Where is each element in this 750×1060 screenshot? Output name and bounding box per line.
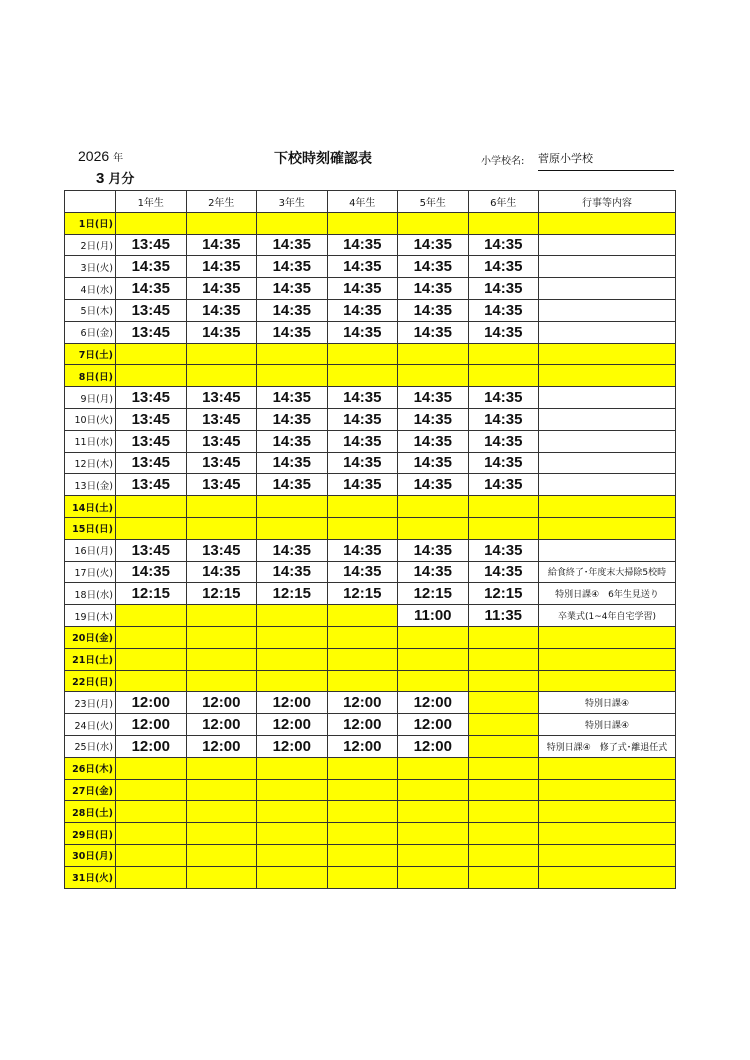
time-cell-grade-3 (257, 365, 328, 387)
time-cell-grade-2: 14:35 (186, 321, 257, 343)
header-grade-1: 1年生 (116, 191, 187, 213)
table-row (65, 256, 676, 278)
time-cell-grade-1: 13:45 (116, 299, 187, 321)
event-cell (539, 299, 676, 321)
time-cell-grade-5 (398, 496, 469, 518)
time-cell-grade-5: 14:35 (398, 234, 469, 256)
event-cell (539, 321, 676, 343)
event-cell: 特別日課④ 6年生見送り (539, 583, 676, 605)
time-cell-grade-4 (327, 496, 398, 518)
table-row (65, 714, 676, 736)
time-cell-grade-1: 13:45 (116, 234, 187, 256)
table-row (65, 365, 676, 387)
day-cell: 25日(水) (65, 735, 116, 757)
time-cell-grade-2: 13:45 (186, 387, 257, 409)
time-cell-grade-2 (186, 670, 257, 692)
event-cell (539, 757, 676, 779)
time-cell-grade-1: 12:00 (116, 735, 187, 757)
table-row (65, 779, 676, 801)
time-cell-grade-4: 12:15 (327, 583, 398, 605)
time-cell-grade-6 (468, 626, 539, 648)
time-cell-grade-6: 14:35 (468, 474, 539, 496)
time-cell-grade-1 (116, 670, 187, 692)
event-cell (539, 234, 676, 256)
time-cell-grade-6 (468, 648, 539, 670)
time-cell-grade-5 (398, 844, 469, 866)
event-cell: 卒業式(1~4年自宅学習) (539, 605, 676, 627)
time-cell-grade-2: 13:45 (186, 430, 257, 452)
event-cell (539, 670, 676, 692)
time-cell-grade-3: 14:35 (257, 256, 328, 278)
time-cell-grade-4: 14:35 (327, 408, 398, 430)
time-cell-grade-6: 14:35 (468, 278, 539, 300)
time-cell-grade-6 (468, 212, 539, 234)
day-cell: 19日(木) (65, 605, 116, 627)
time-cell-grade-2: 12:00 (186, 735, 257, 757)
table-row (65, 212, 676, 234)
time-cell-grade-4: 14:35 (327, 321, 398, 343)
time-cell-grade-4 (327, 801, 398, 823)
day-cell: 22日(日) (65, 670, 116, 692)
time-cell-grade-2: 12:15 (186, 583, 257, 605)
table-row (65, 605, 676, 627)
time-cell-grade-3 (257, 496, 328, 518)
time-cell-grade-2 (186, 212, 257, 234)
time-cell-grade-1 (116, 648, 187, 670)
time-cell-grade-5 (398, 866, 469, 888)
time-cell-grade-2: 14:35 (186, 561, 257, 583)
time-cell-grade-1 (116, 365, 187, 387)
header-day (65, 191, 116, 213)
time-cell-grade-6 (468, 779, 539, 801)
table-row (65, 757, 676, 779)
time-cell-grade-5: 11:00 (398, 605, 469, 627)
time-cell-grade-6 (468, 866, 539, 888)
event-cell (539, 801, 676, 823)
header-grade-4: 4年生 (327, 191, 398, 213)
time-cell-grade-6: 14:35 (468, 387, 539, 409)
table-row (65, 343, 676, 365)
day-cell: 29日(日) (65, 823, 116, 845)
table-row (65, 539, 676, 561)
time-cell-grade-5 (398, 212, 469, 234)
time-cell-grade-1 (116, 605, 187, 627)
time-cell-grade-1 (116, 757, 187, 779)
event-cell (539, 387, 676, 409)
day-cell: 24日(火) (65, 714, 116, 736)
school-name: 菅原小学校 (538, 150, 674, 171)
table-row (65, 496, 676, 518)
time-cell-grade-5 (398, 670, 469, 692)
time-cell-grade-6 (468, 692, 539, 714)
time-cell-grade-2: 12:00 (186, 714, 257, 736)
time-cell-grade-1: 14:35 (116, 256, 187, 278)
time-cell-grade-5: 14:35 (398, 561, 469, 583)
time-cell-grade-1 (116, 779, 187, 801)
event-cell: 特別日課④ (539, 692, 676, 714)
time-cell-grade-5 (398, 343, 469, 365)
event-cell: 特別日課④ 修了式･離退任式 (539, 735, 676, 757)
day-cell: 15日(日) (65, 517, 116, 539)
time-cell-grade-6 (468, 714, 539, 736)
time-cell-grade-1: 13:45 (116, 430, 187, 452)
day-cell: 8日(日) (65, 365, 116, 387)
time-cell-grade-5: 14:35 (398, 430, 469, 452)
time-cell-grade-3: 14:35 (257, 299, 328, 321)
time-cell-grade-3 (257, 670, 328, 692)
event-cell (539, 365, 676, 387)
time-cell-grade-6 (468, 757, 539, 779)
time-cell-grade-2 (186, 844, 257, 866)
time-cell-grade-4: 14:35 (327, 430, 398, 452)
time-cell-grade-1 (116, 212, 187, 234)
time-cell-grade-1: 12:00 (116, 692, 187, 714)
table-row (65, 866, 676, 888)
time-cell-grade-4: 12:00 (327, 692, 398, 714)
time-cell-grade-6: 14:35 (468, 256, 539, 278)
time-cell-grade-2 (186, 605, 257, 627)
time-cell-grade-6: 11:35 (468, 605, 539, 627)
event-cell (539, 844, 676, 866)
time-cell-grade-2 (186, 757, 257, 779)
event-cell (539, 256, 676, 278)
time-cell-grade-1 (116, 517, 187, 539)
time-cell-grade-3: 14:35 (257, 321, 328, 343)
time-cell-grade-2: 14:35 (186, 256, 257, 278)
time-cell-grade-5: 14:35 (398, 474, 469, 496)
time-cell-grade-6: 14:35 (468, 321, 539, 343)
day-cell: 23日(月) (65, 692, 116, 714)
dismissal-time-table (64, 190, 676, 889)
time-cell-grade-4 (327, 779, 398, 801)
table-row (65, 387, 676, 409)
event-cell (539, 452, 676, 474)
day-cell: 18日(水) (65, 583, 116, 605)
time-cell-grade-4: 14:35 (327, 539, 398, 561)
time-cell-grade-5 (398, 365, 469, 387)
time-cell-grade-1 (116, 823, 187, 845)
time-cell-grade-5 (398, 517, 469, 539)
day-cell: 14日(土) (65, 496, 116, 518)
time-cell-grade-4 (327, 626, 398, 648)
day-cell: 5日(木) (65, 299, 116, 321)
day-cell: 16日(月) (65, 539, 116, 561)
time-cell-grade-5: 14:35 (398, 299, 469, 321)
time-cell-grade-1 (116, 626, 187, 648)
time-cell-grade-2 (186, 823, 257, 845)
event-cell (539, 539, 676, 561)
event-cell (539, 212, 676, 234)
time-cell-grade-6: 14:35 (468, 539, 539, 561)
time-cell-grade-4 (327, 844, 398, 866)
time-cell-grade-4: 14:35 (327, 256, 398, 278)
table-row (65, 823, 676, 845)
time-cell-grade-3 (257, 844, 328, 866)
day-cell: 30日(月) (65, 844, 116, 866)
event-cell (539, 779, 676, 801)
day-cell: 10日(火) (65, 408, 116, 430)
time-cell-grade-5: 14:35 (398, 539, 469, 561)
event-cell: 給食終了･年度末大掃除5校時 (539, 561, 676, 583)
header-grade-3: 3年生 (257, 191, 328, 213)
time-cell-grade-4 (327, 517, 398, 539)
time-cell-grade-2: 14:35 (186, 278, 257, 300)
time-cell-grade-3: 14:35 (257, 561, 328, 583)
table-row (65, 648, 676, 670)
time-cell-grade-4: 14:35 (327, 278, 398, 300)
time-cell-grade-6: 14:35 (468, 452, 539, 474)
time-cell-grade-4 (327, 757, 398, 779)
time-cell-grade-2 (186, 517, 257, 539)
time-cell-grade-3 (257, 779, 328, 801)
time-cell-grade-1: 13:45 (116, 387, 187, 409)
time-cell-grade-4: 12:00 (327, 735, 398, 757)
time-cell-grade-4: 14:35 (327, 452, 398, 474)
time-cell-grade-1: 12:00 (116, 714, 187, 736)
time-cell-grade-3: 14:35 (257, 474, 328, 496)
time-cell-grade-2: 14:35 (186, 234, 257, 256)
time-cell-grade-5: 14:35 (398, 321, 469, 343)
table-row (65, 626, 676, 648)
page-title: 下校時刻確認表 (274, 151, 372, 167)
time-cell-grade-6 (468, 823, 539, 845)
time-cell-grade-6: 12:15 (468, 583, 539, 605)
time-cell-grade-5 (398, 801, 469, 823)
table-row (65, 844, 676, 866)
time-cell-grade-5: 14:35 (398, 452, 469, 474)
time-cell-grade-5: 12:00 (398, 735, 469, 757)
header-grade-5: 5年生 (398, 191, 469, 213)
time-cell-grade-4: 14:35 (327, 234, 398, 256)
time-cell-grade-6: 14:35 (468, 299, 539, 321)
day-cell: 26日(木) (65, 757, 116, 779)
table-row (65, 299, 676, 321)
day-cell: 3日(火) (65, 256, 116, 278)
event-cell (539, 430, 676, 452)
table-row (65, 517, 676, 539)
time-cell-grade-3 (257, 626, 328, 648)
event-cell (539, 278, 676, 300)
time-cell-grade-5: 14:35 (398, 256, 469, 278)
month-unit: 月分 (108, 171, 135, 186)
day-cell: 27日(金) (65, 779, 116, 801)
time-cell-grade-6 (468, 517, 539, 539)
time-cell-grade-2 (186, 801, 257, 823)
year-label (78, 148, 123, 164)
time-cell-grade-1: 14:35 (116, 278, 187, 300)
time-cell-grade-2 (186, 365, 257, 387)
year-value: 2026 (78, 148, 110, 164)
time-cell-grade-1: 12:15 (116, 583, 187, 605)
month-value: 3 (96, 170, 105, 187)
time-cell-grade-3 (257, 866, 328, 888)
table-row (65, 234, 676, 256)
day-cell: 17日(火) (65, 561, 116, 583)
school-label: 小学校名: (481, 156, 525, 167)
time-cell-grade-3: 14:35 (257, 430, 328, 452)
time-cell-grade-2 (186, 648, 257, 670)
time-cell-grade-3: 14:35 (257, 408, 328, 430)
month-label (96, 168, 134, 187)
time-cell-grade-6 (468, 735, 539, 757)
time-cell-grade-3: 12:00 (257, 692, 328, 714)
time-cell-grade-3 (257, 212, 328, 234)
time-cell-grade-1: 14:35 (116, 561, 187, 583)
day-cell: 12日(木) (65, 452, 116, 474)
time-cell-grade-6: 14:35 (468, 430, 539, 452)
table-row (65, 452, 676, 474)
time-cell-grade-6 (468, 343, 539, 365)
time-cell-grade-3 (257, 801, 328, 823)
time-cell-grade-6: 14:35 (468, 234, 539, 256)
header-grade-2: 2年生 (186, 191, 257, 213)
table-row (65, 430, 676, 452)
table-row (65, 474, 676, 496)
table-row (65, 670, 676, 692)
table-row (65, 735, 676, 757)
time-cell-grade-3: 14:35 (257, 539, 328, 561)
time-cell-grade-4 (327, 648, 398, 670)
event-cell (539, 648, 676, 670)
time-cell-grade-4: 14:35 (327, 561, 398, 583)
time-cell-grade-2 (186, 779, 257, 801)
time-cell-grade-1: 13:45 (116, 321, 187, 343)
time-cell-grade-5 (398, 779, 469, 801)
time-cell-grade-4 (327, 866, 398, 888)
day-cell: 13日(金) (65, 474, 116, 496)
time-cell-grade-5: 14:35 (398, 408, 469, 430)
day-cell: 21日(土) (65, 648, 116, 670)
time-cell-grade-4: 12:00 (327, 714, 398, 736)
day-cell: 1日(日) (65, 212, 116, 234)
time-cell-grade-5 (398, 626, 469, 648)
year-unit: 年 (113, 153, 124, 164)
time-cell-grade-4: 14:35 (327, 474, 398, 496)
time-cell-grade-5: 14:35 (398, 387, 469, 409)
time-cell-grade-1: 13:45 (116, 408, 187, 430)
table-row (65, 278, 676, 300)
event-cell (539, 343, 676, 365)
time-cell-grade-2 (186, 866, 257, 888)
time-cell-grade-3: 12:15 (257, 583, 328, 605)
time-cell-grade-4 (327, 605, 398, 627)
time-cell-grade-1 (116, 343, 187, 365)
time-cell-grade-6 (468, 670, 539, 692)
time-cell-grade-1 (116, 866, 187, 888)
time-cell-grade-3 (257, 823, 328, 845)
table-row (65, 583, 676, 605)
time-cell-grade-2 (186, 626, 257, 648)
time-cell-grade-1: 13:45 (116, 452, 187, 474)
table-row (65, 692, 676, 714)
time-cell-grade-3 (257, 648, 328, 670)
time-cell-grade-5: 12:15 (398, 583, 469, 605)
time-cell-grade-5: 14:35 (398, 278, 469, 300)
day-cell: 2日(月) (65, 234, 116, 256)
time-cell-grade-6: 14:35 (468, 561, 539, 583)
time-cell-grade-5 (398, 823, 469, 845)
header-events: 行事等内容 (539, 191, 676, 213)
day-cell: 20日(金) (65, 626, 116, 648)
day-cell: 9日(月) (65, 387, 116, 409)
time-cell-grade-2: 14:35 (186, 299, 257, 321)
time-cell-grade-5 (398, 648, 469, 670)
table-header-row (65, 191, 676, 213)
header-grade-6: 6年生 (468, 191, 539, 213)
event-cell (539, 408, 676, 430)
time-cell-grade-1: 13:45 (116, 539, 187, 561)
time-cell-grade-4: 14:35 (327, 299, 398, 321)
day-cell: 7日(土) (65, 343, 116, 365)
time-cell-grade-3 (257, 605, 328, 627)
time-cell-grade-4 (327, 212, 398, 234)
day-cell: 6日(金) (65, 321, 116, 343)
time-cell-grade-2: 13:45 (186, 474, 257, 496)
time-cell-grade-3 (257, 517, 328, 539)
day-cell: 11日(水) (65, 430, 116, 452)
event-cell (539, 496, 676, 518)
table-row (65, 801, 676, 823)
time-cell-grade-3: 12:00 (257, 714, 328, 736)
time-cell-grade-1: 13:45 (116, 474, 187, 496)
event-cell (539, 474, 676, 496)
time-cell-grade-4 (327, 365, 398, 387)
time-cell-grade-1 (116, 844, 187, 866)
event-cell: 特別日課④ (539, 714, 676, 736)
time-cell-grade-2: 12:00 (186, 692, 257, 714)
time-cell-grade-4 (327, 343, 398, 365)
time-cell-grade-3: 14:35 (257, 387, 328, 409)
event-cell (539, 866, 676, 888)
event-cell (539, 823, 676, 845)
time-cell-grade-2 (186, 496, 257, 518)
time-cell-grade-5 (398, 757, 469, 779)
time-cell-grade-6 (468, 801, 539, 823)
time-cell-grade-6 (468, 844, 539, 866)
time-cell-grade-4 (327, 670, 398, 692)
table-row (65, 561, 676, 583)
time-cell-grade-1 (116, 496, 187, 518)
time-cell-grade-3: 14:35 (257, 234, 328, 256)
time-cell-grade-4 (327, 823, 398, 845)
time-cell-grade-2: 13:45 (186, 539, 257, 561)
time-cell-grade-3 (257, 343, 328, 365)
table-row (65, 408, 676, 430)
time-cell-grade-3: 14:35 (257, 278, 328, 300)
table-row (65, 321, 676, 343)
time-cell-grade-3: 14:35 (257, 452, 328, 474)
day-cell: 4日(水) (65, 278, 116, 300)
time-cell-grade-6 (468, 365, 539, 387)
time-cell-grade-5: 12:00 (398, 692, 469, 714)
event-cell (539, 517, 676, 539)
time-cell-grade-5: 12:00 (398, 714, 469, 736)
time-cell-grade-2: 13:45 (186, 452, 257, 474)
time-cell-grade-6 (468, 496, 539, 518)
time-cell-grade-3 (257, 757, 328, 779)
event-cell (539, 626, 676, 648)
time-cell-grade-1 (116, 801, 187, 823)
time-cell-grade-3: 12:00 (257, 735, 328, 757)
time-cell-grade-2: 13:45 (186, 408, 257, 430)
time-cell-grade-6: 14:35 (468, 408, 539, 430)
time-cell-grade-2 (186, 343, 257, 365)
time-cell-grade-4: 14:35 (327, 387, 398, 409)
day-cell: 31日(火) (65, 866, 116, 888)
day-cell: 28日(土) (65, 801, 116, 823)
